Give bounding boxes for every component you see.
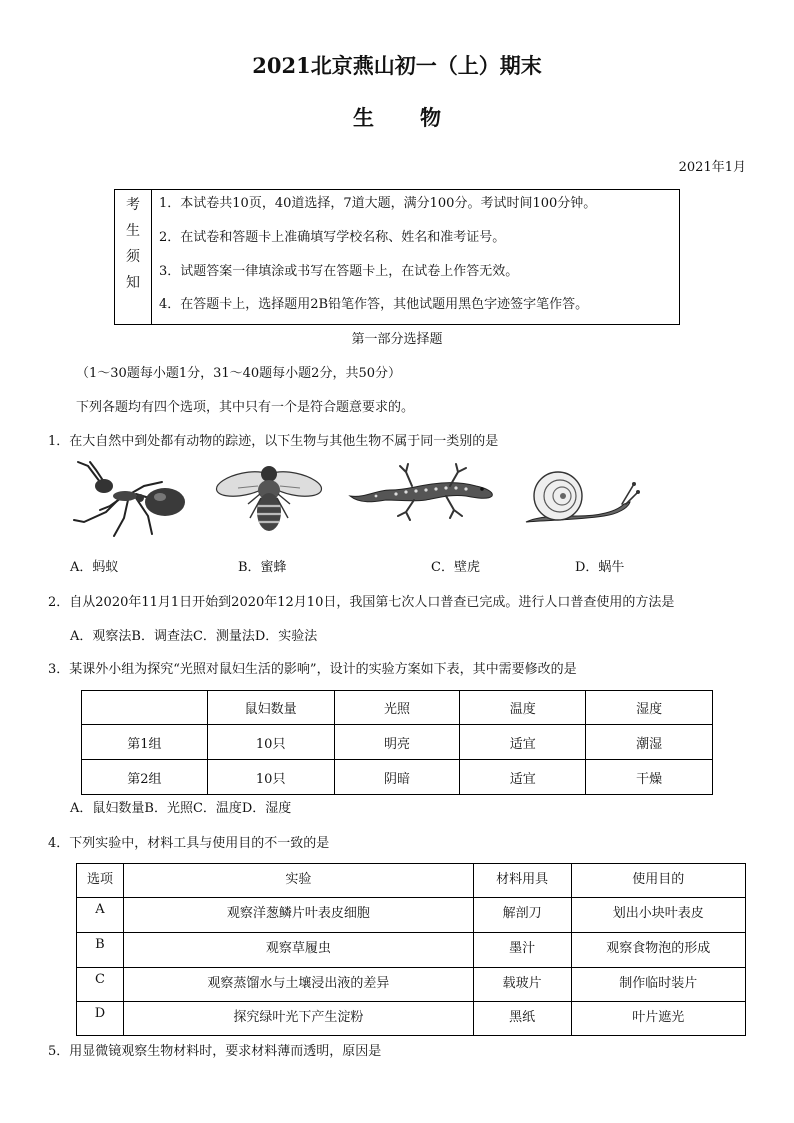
notice-side-char: 生 [126,223,140,239]
table-cell: 解剖刀 [473,898,571,933]
question-3-options[interactable]: A．鼠妇数量B．光照C．温度D．湿度 [70,801,292,816]
table-cell: D [77,1002,124,1036]
notice-item: 4．在答题卡上，选择题用2B铅笔作答，其他试题用黑色字迹签字笔作答。 [159,297,589,312]
notice-side-label [115,190,152,324]
question-1-stem: 1．在大自然中到处都有动物的踪迹，以下生物与其他生物不属于同一类别的是 [48,434,499,449]
table-header-row [82,691,713,725]
table-row [82,725,713,760]
table-header-cell: 光照 [334,691,460,725]
question-2-options[interactable]: A．观察法B．调查法C．测量法D．实验法 [70,629,318,644]
question-3-table [81,690,713,795]
part1-title: 第一部分选择题 [351,332,443,347]
question-4-stem: 4．下列实验中，材料工具与使用目的不一致的是 [48,836,330,851]
question-1-option-d[interactable]: D．蜗牛 [575,560,625,575]
question-3-stem: 3．某课外小组为探究“光照对鼠妇生活的影响”，设计的实验方案如下表，其中需要修改的是 [48,662,577,677]
gecko-icon [346,460,498,522]
table-row [77,933,746,968]
notice-item: 1．本试卷共10页，40道选择，7道大题，满分100分。考试时间100分钟。 [159,196,597,211]
snail-icon [518,462,640,536]
table-header-cell: 实验 [123,864,473,898]
table-cell: 潮湿 [586,725,713,760]
table-cell: 观察草履虫 [123,933,473,968]
table-row [77,1002,746,1036]
table-cell: 适宜 [460,725,586,760]
exam-title: 2021北京燕山初一（上）期末 [252,53,542,78]
table-cell: 第2组 [82,760,208,795]
ant-icon [70,460,194,538]
table-cell: A [77,898,124,933]
table-row [82,760,713,795]
table-cell: 制作临时装片 [571,968,746,1002]
table-cell: 载玻片 [473,968,571,1002]
table-header-cell: 材料用具 [473,864,571,898]
table-cell: 墨汁 [473,933,571,968]
subject-title: 生物 [353,105,487,130]
table-row [77,968,746,1002]
notice-side-char: 须 [126,249,140,265]
table-cell: 适宜 [460,760,586,795]
table-cell: 第1组 [82,725,208,760]
table-cell: 10只 [207,725,334,760]
table-cell: 叶片遮光 [571,1002,746,1036]
exam-date: 2021年1月 [678,160,746,175]
table-header-cell [82,691,208,725]
table-cell: 阴暗 [334,760,460,795]
question-4-table [76,863,746,1036]
notice-item: 3．试题答案一律填涂或书写在答题卡上，在试卷上作答无效。 [159,264,519,279]
table-header-cell: 选项 [77,864,124,898]
notice-side-char: 考 [126,197,140,213]
part1-instruction: 下列各题均有四个选项，其中只有一个是符合题意要求的。 [76,400,415,415]
notice-item: 2．在试卷和答题卡上准确填写学校名称、姓名和准考证号。 [159,230,506,245]
question-5-stem: 5．用显微镜观察生物材料时，要求材料薄而透明，原因是 [48,1044,382,1059]
bee-icon [214,462,324,536]
table-header-cell: 使用目的 [571,864,746,898]
table-cell: 探究绿叶光下产生淀粉 [123,1002,473,1036]
part1-scoring: （1～30题每小题1分，31～40题每小题2分，共50分） [76,366,401,381]
table-cell: C [77,968,124,1002]
table-cell: 观察食物泡的形成 [571,933,746,968]
table-cell: 观察洋葱鳞片叶表皮细胞 [123,898,473,933]
table-row [77,898,746,933]
table-header-cell: 湿度 [586,691,713,725]
table-cell: 干燥 [586,760,713,795]
table-header-cell: 鼠妇数量 [207,691,334,725]
table-cell: 观察蒸馏水与土壤浸出液的差异 [123,968,473,1002]
question-1-option-a[interactable]: A．蚂蚁 [70,560,119,575]
table-cell: 划出小块叶表皮 [571,898,746,933]
question-1-option-c[interactable]: C．壁虎 [431,560,480,575]
table-cell: 黑纸 [473,1002,571,1036]
exam-notice-box [114,189,680,325]
table-header-row [77,864,746,898]
table-cell: 10只 [207,760,334,795]
table-header-cell: 温度 [460,691,586,725]
notice-side-char: 知 [126,275,140,291]
question-2-stem: 2．自从2020年11月1日开始到2020年12月10日，我国第七次人口普查已完成。进行人口普查使用的方法是 [48,595,675,610]
table-cell: 明亮 [334,725,460,760]
table-cell: B [77,933,124,968]
question-1-option-b[interactable]: B．蜜蜂 [238,560,287,575]
